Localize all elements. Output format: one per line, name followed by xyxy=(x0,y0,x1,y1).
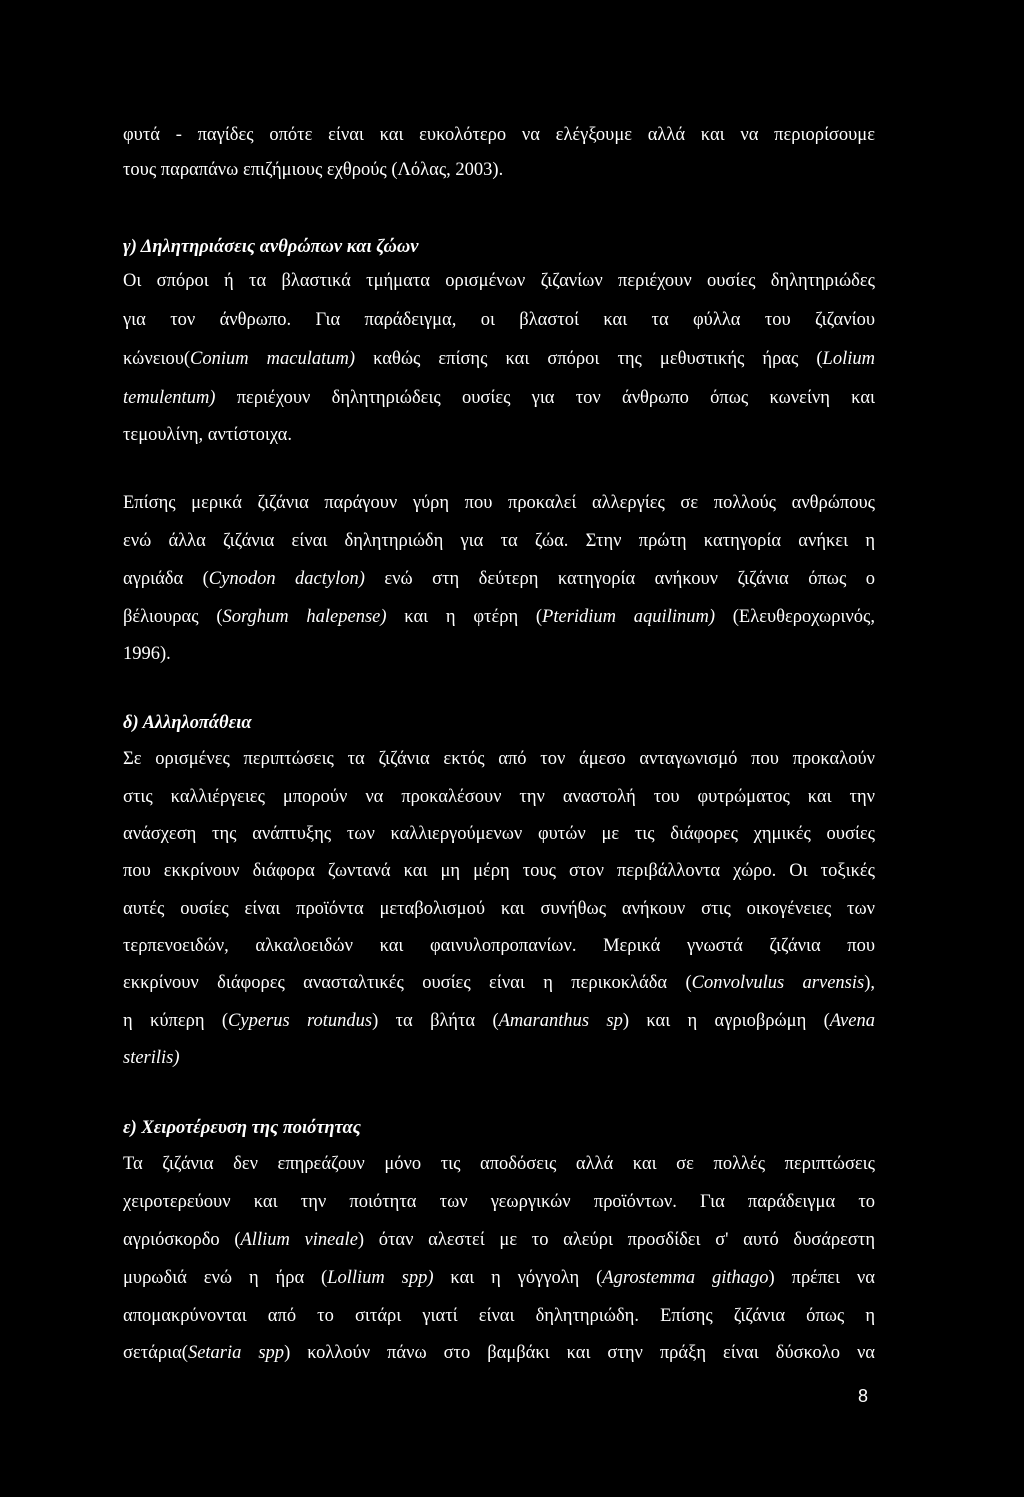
paragraph-line: σετάρια(Setaria spp) κολλούν πάνω στο βαμβάκι και στην πράξη είναι δύσκολο να xyxy=(123,1343,876,1363)
paragraph-line: τεμουλίνη, αντίστοιχα. xyxy=(123,425,292,445)
paragraph-line: εκκρίνουν διάφορες ανασταλτικές ουσίες είναι η περικοκλάδα (Convolvulus arvensis), xyxy=(123,973,876,993)
paragraph-line: τους παραπάνω επιζήμιους εχθρούς (Λόλας, 2003). xyxy=(123,160,504,180)
paragraph-line: Τα ζιζάνια δεν επηρεάζουν μόνο τις αποδόσεις αλλά και σε πολλές περιπτώσεις xyxy=(123,1154,875,1174)
paragraph-line: ενώ άλλα ζιζάνια είναι δηλητηριώδη για τα ζώα. Στην πρώτη κατηγορία ανήκει η xyxy=(123,531,875,551)
paragraph-line: η κύπερη (Cyperus rotundus) τα βλήτα (Amaranthus sp) και η αγριοβρώμη (Avena xyxy=(123,1011,875,1031)
paragraph-line: temulentum) περιέχουν δηλητηριώδεις ουσίες για τον άνθρωπο όπως κωνείνη και xyxy=(123,388,875,408)
paragraph-line: χειροτερεύουν και την ποιότητα των γεωργικών προϊόντων. Για παράδειγμα το xyxy=(123,1192,875,1212)
paragraph-line: μυρωδιά ενώ η ήρα (Lollium spp) και η γόγγολη (Agrostemma githago) πρέπει να xyxy=(123,1268,875,1288)
paragraph-line: Σε ορισμένες περιπτώσεις τα ζιζάνια εκτός από τον άμεσο ανταγωνισμό που προκαλούν xyxy=(123,749,875,769)
paragraph-line: sterilis) xyxy=(123,1048,180,1068)
paragraph-line: Οι σπόροι ή τα βλαστικά τμήματα ορισμένων ζιζανίων περιέχουν ουσίες δηλητηριώδες xyxy=(123,271,875,291)
paragraph-line: που εκκρίνουν διάφορα ζωντανά και μη μέρη τους στον περιβάλλοντα χώρο. Οι τοξικές xyxy=(123,861,875,881)
section-heading: ε) Χειροτέρευση της ποιότητας xyxy=(123,1118,361,1138)
paragraph-line: βέλιουρας (Sorghum halepense) και η φτέρη (Pteridium aquilinum) (Ελευθεροχωρινός, xyxy=(123,607,875,627)
paragraph-line: Επίσης μερικά ζιζάνια παράγουν γύρη που προκαλεί αλλεργίες σε πολλούς ανθρώπους xyxy=(123,493,875,513)
section-heading: γ) Δηλητηριάσεις ανθρώπων και ζώων xyxy=(123,237,419,257)
paragraph-line: αγριάδα (Cynodon dactylon) ενώ στη δεύτερη κατηγορία ανήκουν ζιζάνια όπως ο xyxy=(123,569,875,589)
paragraph-line: αγριόσκορδο (Allium vineale) όταν αλεστεί με το αλεύρι προσδίδει σ' αυτό δυσάρεστη xyxy=(123,1230,876,1250)
section-heading: δ) Αλληλοπάθεια xyxy=(123,713,252,733)
paragraph-line: κώνειου(Conium maculatum) καθώς επίσης και σπόροι της μεθυστικής ήρας (Lolium xyxy=(123,349,875,369)
page-number: 8 xyxy=(858,1386,869,1406)
paragraph-line: τερπενοειδών, αλκαλοειδών και φαινυλοπροπανίων. Μερικά γνωστά ζιζάνια που xyxy=(123,936,875,956)
paragraph-line: 1996). xyxy=(123,644,171,664)
paragraph-line: φυτά - παγίδες οπότε είναι και ευκολότερο να ελέγξουμε αλλά και να περιορίσουμε xyxy=(123,125,875,145)
paragraph-line: στις καλλιέργειες μπορούν να προκαλέσουν την αναστολή του φυτρώματος και την xyxy=(123,787,875,807)
paragraph-line: αυτές ουσίες είναι προϊόντα μεταβολισμού και συνήθως ανήκουν στις οικογένειες των xyxy=(123,899,875,919)
paragraph-line: για τον άνθρωπο. Για παράδειγμα, οι βλαστοί και τα φύλλα του ζιζανίου xyxy=(123,310,875,330)
paragraph-line: ανάσχεση της ανάπτυξης των καλλιεργούμενων φυτών με τις διάφορες χημικές ουσίες xyxy=(123,824,875,844)
paragraph-line: απομακρύνονται από το σιτάρι γιατί είναι δηλητηριώδη. Επίσης ζιζάνια όπως η xyxy=(123,1306,875,1326)
